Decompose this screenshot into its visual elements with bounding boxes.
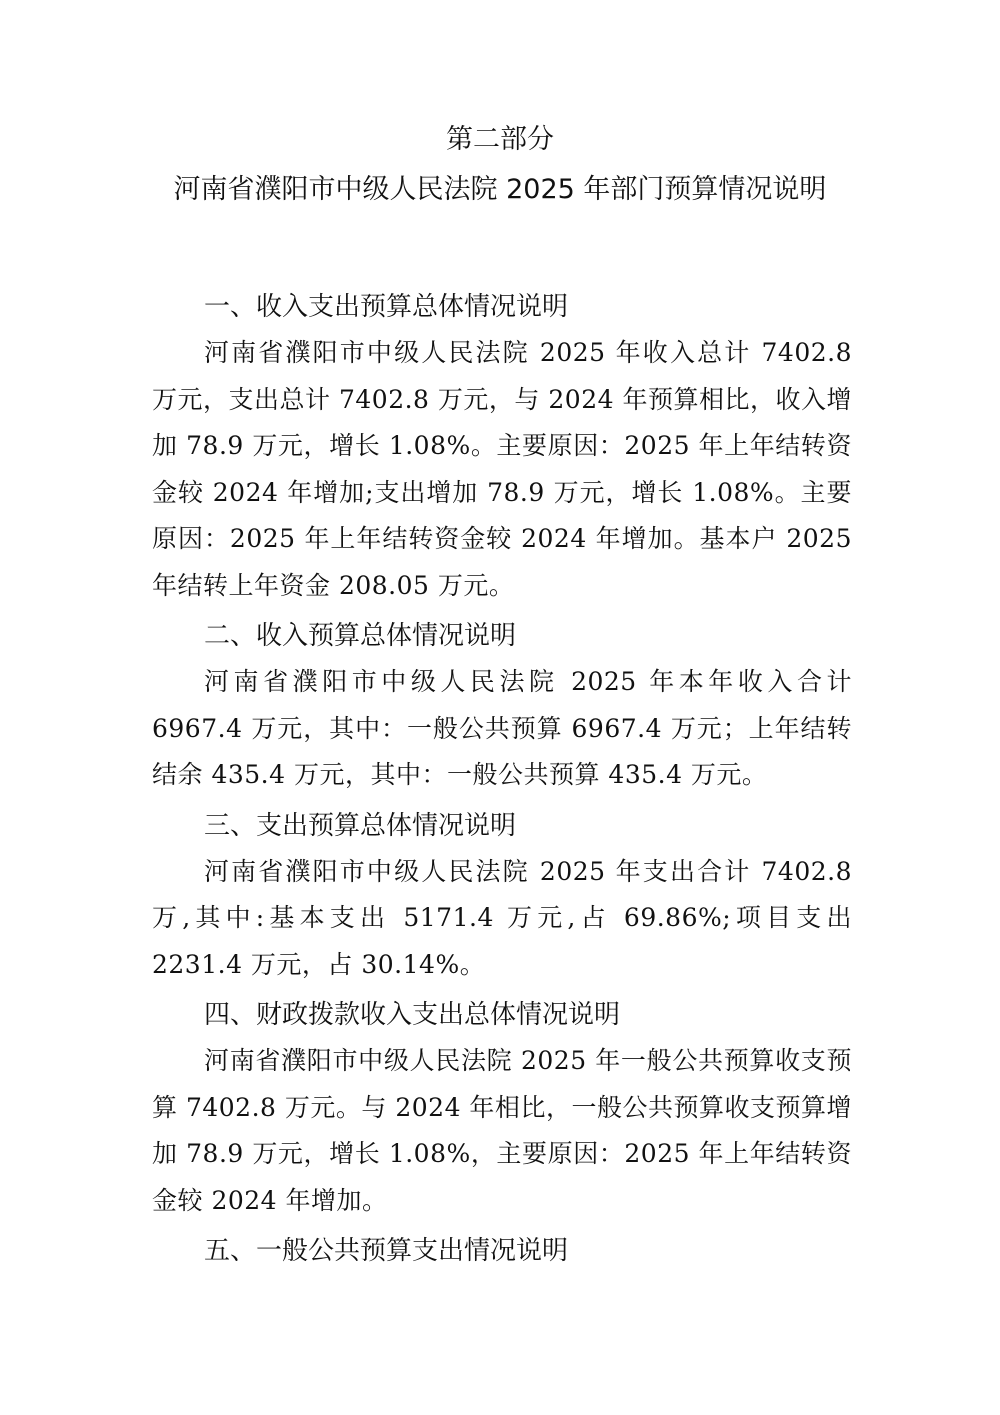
document-body (152, 284, 852, 1274)
document-title: 河南省濮阳市中级人民法院 2025 年部门预算情况说明 (173, 174, 827, 205)
section-heading-4: 四、财政拨款收入支出总体情况说明 (204, 1000, 621, 1030)
section-heading-5: 五、一般公共预算支出情况说明 (204, 1236, 569, 1266)
section-paragraph-2: 河南省濮阳市中级人民法院 2025 年本年收入合计 6967.4 万元，其中：一般公共预算 6967.4 万元；上年结转结余 435.4 万元，其中：一般公共预算 435.4 万元。 (152, 667, 852, 789)
section-paragraph-3: 河南省濮阳市中级人民法院 2025 年支出合计 7402.8 万,其中:基本支出 5171.4 万元,占 69.86%;项目支出 2231.4 万元，占 30.14%。 (152, 856, 852, 979)
section-paragraph-4: 河南省濮阳市中级人民法院 2025 年一般公共预算收支预算 7402.8 万元。与 2024 年相比，一般公共预算收支预算增加 78.9 万元，增长 1.08%，主要原因：2025 年上年结转资金较 2024 年增加。 (152, 1046, 852, 1215)
section-heading-3: 三、支出预算总体情况说明 (204, 810, 517, 841)
part-title: 第二部分 (446, 124, 554, 155)
section-heading-1: 一、收入支出预算总体情况说明 (204, 292, 569, 322)
section-paragraph-1: 河南省濮阳市中级人民法院 2025 年收入总计 7402.8 万元，支出总计 7402.8 万元，与 2024 年预算相比，收入增加 78.9 万元，增长 1.08%。主要原因：2025 年上年结转资金较 2024 年增加;支出增加 78.9 万元，增长 1.08%。主要原因：2025 年上年结转资金较 2024 年增加。基本户 2025 年结转上年资金 208.05 万元。 (152, 338, 852, 600)
section-heading-2: 二、收入预算总体情况说明 (204, 621, 517, 651)
